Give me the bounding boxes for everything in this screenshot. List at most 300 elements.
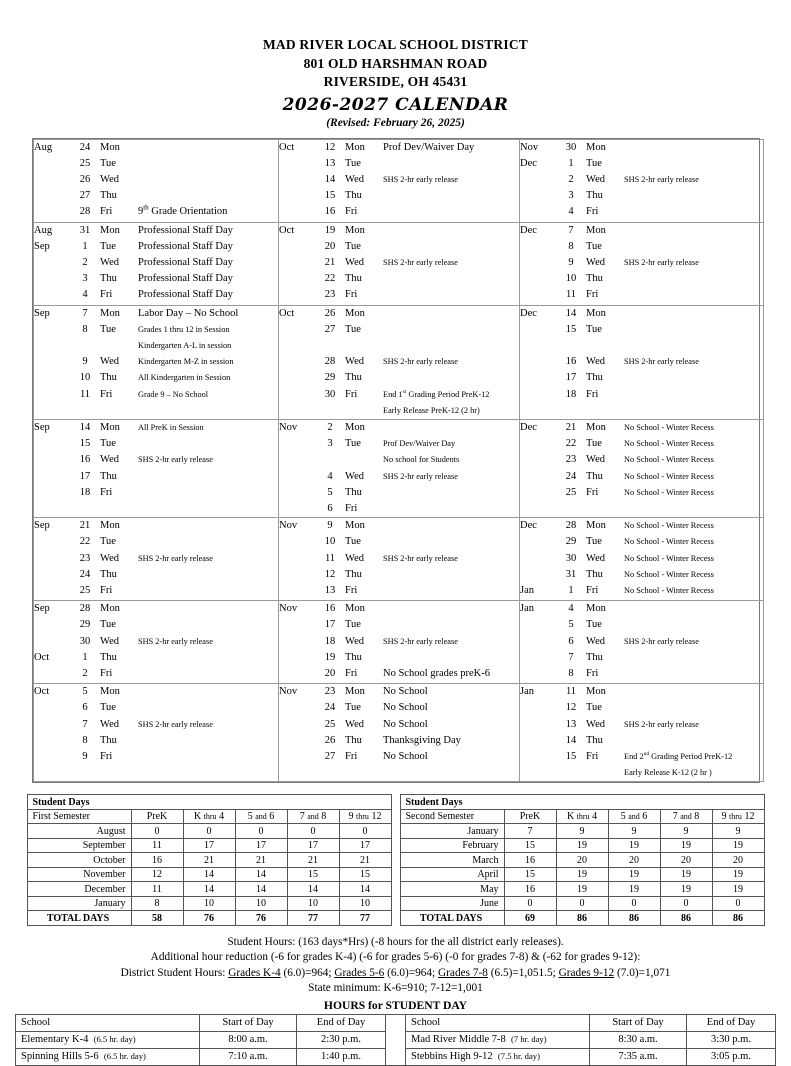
calendar-date-number: 28 [324, 356, 336, 368]
calendar-weekday-label: Tue [100, 323, 116, 335]
calendar-day-row [34, 255, 278, 271]
calendar-day-row [520, 420, 763, 436]
calendar-month-label [520, 370, 556, 386]
calendar-day-row [34, 223, 278, 239]
student-days-data-row [27, 838, 391, 853]
calendar-month-label [520, 567, 556, 583]
calendar-month-label: Sep [34, 240, 50, 252]
calendar-weekday-label: Tue [586, 619, 602, 631]
student-days-title: Student Days [400, 795, 764, 810]
calendar-month-label [34, 634, 70, 650]
calendar-day-note: No School [383, 686, 428, 698]
calendar-month-label: Jan [520, 584, 534, 596]
calendar-week-cell [279, 139, 520, 222]
calendar-month-label [34, 172, 70, 188]
calendar-month-label [34, 271, 70, 287]
calendar-day-row [34, 551, 278, 567]
calendar-day-note: No School - Winter Recess [624, 521, 714, 531]
calendar-date-number: 5 [82, 686, 88, 698]
calendar-weekday-label: Tue [586, 323, 602, 335]
student-days-month-label: November [27, 867, 131, 882]
calendar-weekday-label: Tue [345, 157, 361, 169]
calendar-day-note [624, 370, 763, 386]
student-days-column-header: 7 and 8 [660, 809, 712, 824]
calendar-date-number: 6 [82, 702, 88, 714]
calendar-month-label [520, 551, 556, 567]
calendar-day-row [279, 666, 519, 682]
student-days-total-value: 86 [712, 911, 764, 926]
calendar-day-row [34, 354, 278, 370]
calendar-date-number: 26 [324, 734, 336, 746]
calendar-date-number: 18 [324, 635, 336, 647]
calendar-day-note [138, 666, 278, 682]
hours-table-start-of-day: 7:35 a.m. [590, 1048, 687, 1065]
calendar-month-label [520, 255, 556, 271]
calendar-weekday-label: Wed [586, 173, 605, 185]
calendar-week-block [34, 223, 278, 304]
calendar-day-row [520, 666, 763, 682]
calendar-day-note [624, 338, 763, 354]
calendar-month-label [520, 271, 556, 287]
calendar-day-row [520, 172, 763, 188]
calendar-day-row [34, 287, 278, 303]
calendar-day-note: Professional Staff Day [138, 256, 233, 268]
calendar-month-label [520, 650, 556, 666]
calendar-weekday-label: Tue [345, 619, 361, 631]
calendar-weekday-label: Thu [586, 470, 603, 482]
student-days-value: 14 [235, 882, 287, 897]
calendar-day-note-continuation-row [279, 403, 519, 419]
calendar-month-label [34, 485, 70, 501]
calendar-month-label: Oct [279, 307, 295, 319]
calendar-weekday-label: Thu [345, 486, 362, 498]
student-days-value: 19 [712, 838, 764, 853]
calendar-date-number: 14 [79, 421, 91, 433]
district-name: MAD RIVER LOCAL SCHOOL DISTRICT [262, 37, 528, 52]
calendar-date-number: 7 [82, 307, 88, 319]
calendar-day-row [279, 306, 519, 322]
calendar-day-row [279, 271, 519, 287]
calendar-weekday-label: Mon [586, 307, 606, 319]
calendar-date-number: 30 [565, 141, 577, 153]
student-days-column-header: PreK [504, 809, 556, 824]
student-days-column-header: 7 and 8 [287, 809, 339, 824]
calendar-date-number: 24 [324, 702, 336, 714]
calendar-date-number: 31 [79, 224, 91, 236]
calendar-weekday-label: Wed [586, 552, 605, 564]
calendar-date-number: 13 [565, 718, 577, 730]
calendar-day-note: Professional Staff Day [138, 289, 233, 301]
calendar-day-row [279, 684, 519, 700]
calendar-day-row [279, 436, 519, 452]
document-header [0, 0, 791, 129]
calendar-month-label: Dec [520, 421, 537, 433]
calendar-day-row [520, 436, 763, 452]
calendar-weekday-label: Mon [100, 307, 120, 319]
calendar-month-label: Nov [279, 686, 298, 698]
calendar-day-note [383, 518, 519, 534]
calendar-day-note [383, 420, 519, 436]
calendar-weekday-label: Wed [586, 635, 605, 647]
calendar-day-note: SHS 2-hr early release [138, 553, 213, 563]
calendar-month-label [520, 436, 556, 452]
calendar-day-row [279, 354, 519, 370]
calendar-weekday-label: Tue [586, 157, 602, 169]
calendar-weekday-label: Thu [100, 372, 117, 384]
student-days-value: 10 [339, 896, 391, 911]
student-days-value: 0 [339, 824, 391, 839]
student-days-semester-label: First Semester [27, 809, 131, 824]
calendar-date-number: 3 [327, 438, 333, 450]
calendar-day-note [624, 684, 763, 700]
calendar-weekday-label: Mon [100, 603, 120, 615]
calendar-spacer-cell [315, 452, 345, 468]
calendar-month-label [34, 255, 70, 271]
student-days-value: 16 [131, 853, 183, 868]
hours-table-header-cell: Start of Day [590, 1014, 687, 1031]
calendar-month-label [520, 188, 556, 204]
calendar-month-label [34, 322, 70, 338]
calendar-week-block [520, 601, 763, 682]
calendar-day-row [520, 601, 763, 617]
calendar-week-cell [34, 684, 279, 782]
calendar-weekday-label: Mon [345, 224, 365, 236]
calendar-day-row [520, 684, 763, 700]
student-days-value: 19 [712, 882, 764, 897]
calendar-day-note [138, 617, 278, 633]
student-days-value: 0 [660, 896, 712, 911]
calendar-weekday-label: Mon [100, 421, 120, 433]
calendar-day-note [383, 583, 519, 599]
calendar-day-note: SHS 2-hr early release [624, 357, 699, 367]
calendar-day-note: No School [383, 718, 428, 730]
calendar-day-row [34, 700, 278, 716]
student-days-total-value: 77 [287, 911, 339, 926]
calendar-date-number: 9 [82, 750, 88, 762]
calendar-month-label [34, 583, 70, 599]
calendar-day-note: End 1st Grading Period PreK-12 [383, 388, 490, 399]
calendar-date-number [315, 338, 345, 354]
calendar-date-number: 9 [82, 356, 88, 368]
calendar-day-row [520, 749, 763, 765]
calendar-revised-date: (Revised: February 26, 2025) [326, 116, 465, 129]
calendar-date-number: 11 [79, 388, 91, 400]
calendar-month-label: Dec [520, 224, 537, 236]
calendar-month-label [34, 551, 70, 567]
student-days-value: 0 [287, 824, 339, 839]
calendar-weekday-label: Mon [100, 686, 120, 698]
calendar-weekday-label: Wed [100, 256, 119, 268]
calendar-day-row [34, 239, 278, 255]
student-days-total-row [400, 911, 764, 926]
calendar-day-note [383, 534, 519, 550]
student-days-value: 17 [235, 838, 287, 853]
student-days-value: 14 [287, 882, 339, 897]
calendar-month-label [279, 749, 315, 765]
calendar-day-note [383, 287, 519, 303]
calendar-day-note [624, 617, 763, 633]
calendar-day-note: SHS 2-hr early release [383, 257, 458, 267]
calendar-month-label [34, 567, 70, 583]
hours-for-student-day-section [0, 1014, 791, 1066]
calendar-day-note [624, 601, 763, 617]
calendar-date-number: 11 [565, 686, 577, 698]
calendar-weekday-label [100, 338, 138, 354]
calendar-day-note: No School [383, 702, 428, 714]
student-days-value: 9 [660, 824, 712, 839]
hours-table-header-cell: School [406, 1014, 590, 1031]
calendar-spacer-cell [586, 765, 624, 781]
calendar-spacer-cell [556, 765, 586, 781]
calendar-date-number: 4 [568, 603, 574, 615]
calendar-week-block [34, 518, 278, 599]
calendar-week-cell [279, 684, 520, 782]
calendar-month-label [279, 338, 315, 354]
calendar-weekday-label: Wed [345, 256, 364, 268]
calendar-date-number: 3 [82, 273, 88, 285]
calendar-week-cell [520, 139, 764, 222]
calendar-day-note [383, 501, 519, 517]
calendar-week-block [520, 518, 763, 599]
calendar-weekday-label: Tue [100, 702, 116, 714]
calendar-month-label [34, 749, 70, 765]
calendar-day-note: No School - Winter Recess [624, 422, 714, 432]
calendar-weekday-label: Thu [586, 273, 603, 285]
calendar-date-number: 31 [565, 568, 577, 580]
student-days-value: 9 [712, 824, 764, 839]
hours-table-end-of-day: 3:05 p.m. [687, 1048, 776, 1065]
calendar-week-cell [34, 601, 279, 684]
student-days-data-row [27, 867, 391, 882]
calendar-weekday-label: Thu [345, 273, 362, 285]
student-days-month-label: December [27, 882, 131, 897]
hours-table-header-row [16, 1014, 776, 1031]
calendar-date-number: 12 [324, 568, 336, 580]
calendar-weekday-label: Wed [345, 173, 364, 185]
calendar-day-note [624, 666, 763, 682]
calendar-date-number: 26 [79, 173, 91, 185]
hours-table-spacer [386, 1014, 406, 1065]
student-days-value: 19 [712, 867, 764, 882]
calendar-day-note [383, 617, 519, 633]
calendar-day-note [138, 567, 278, 583]
calendar-day-note [624, 700, 763, 716]
calendar-date-number: 1 [568, 584, 574, 596]
calendar-date-number: 16 [324, 206, 336, 218]
calendar-date-number: 22 [565, 438, 577, 450]
calendar-date-number: 15 [565, 750, 577, 762]
calendar-weekday-label: Mon [345, 520, 365, 532]
calendar-week-block [34, 601, 278, 682]
calendar-month-label [279, 322, 315, 338]
student-days-month-label: January [27, 896, 131, 911]
calendar-date-number: 27 [324, 323, 336, 335]
calendar-day-note [383, 485, 519, 501]
calendar-date-number: 21 [324, 256, 336, 268]
calendar-day-row [279, 567, 519, 583]
student-days-column-header: PreK [131, 809, 183, 824]
calendar-day-note [138, 700, 278, 716]
calendar-weekday-label: Tue [100, 240, 116, 252]
calendar-month-label [279, 650, 315, 666]
calendar-day-note: SHS 2-hr early release [138, 455, 213, 465]
student-days-month-label: October [27, 853, 131, 868]
calendar-day-row [520, 271, 763, 287]
calendar-day-row [34, 534, 278, 550]
hours-table-school-name: Spinning Hills 5-6 (6.5 hr. day) [16, 1048, 200, 1065]
student-days-value: 11 [131, 882, 183, 897]
calendar-weekday-label: Tue [100, 536, 116, 548]
calendar-day-note [138, 188, 278, 204]
calendar-day-note: No School grades preK-6 [383, 667, 491, 679]
calendar-date-number: 7 [568, 224, 574, 236]
student-days-value: 19 [660, 838, 712, 853]
calendar-date-number: 19 [324, 224, 336, 236]
student-hours-line-3: District Student Hours: Grades K-4 (6.0)=964; Grades 5-6 (6.0)=964; Grades 7-8 (6.5)=1,051.5; Grades 9-12 (7.0)=1,071 [120, 966, 671, 979]
calendar-weekday-label: Fri [586, 289, 599, 301]
calendar-date-number: 6 [568, 635, 574, 647]
calendar-date-number: 8 [82, 734, 88, 746]
calendar-day-row [520, 583, 763, 599]
calendar-date-number: 9 [568, 256, 574, 268]
calendar-week-block [279, 518, 519, 599]
calendar-date-number: 29 [324, 372, 336, 384]
calendar-weekday-label: Thu [586, 734, 603, 746]
calendar-day-row [34, 717, 278, 733]
calendar-weekday-label: Mon [586, 603, 606, 615]
calendar-day-row [34, 469, 278, 485]
calendar-weekday-label: Tue [345, 536, 361, 548]
calendar-date-number: 23 [565, 454, 577, 466]
calendar-weekday-label: Wed [345, 356, 364, 368]
calendar-month-label [520, 534, 556, 550]
calendar-date-number: 22 [79, 536, 91, 548]
student-days-first-semester-table [27, 794, 392, 926]
calendar-day-note [624, 650, 763, 666]
calendar-month-label: Nov [279, 603, 298, 615]
student-days-value: 19 [556, 838, 608, 853]
calendar-spacer-cell [345, 452, 383, 468]
calendar-weekday-label: Fri [345, 289, 358, 301]
hours-table-school-name: Mad River Middle 7-8 (7 hr. day) [406, 1031, 590, 1048]
calendar-weekday-label: Wed [100, 552, 119, 564]
calendar-weekday-label: Fri [100, 584, 113, 596]
calendar-weekday-label: Mon [345, 307, 365, 319]
calendar-week-block [279, 420, 519, 517]
calendar-day-row [279, 501, 519, 517]
calendar-month-label [279, 567, 315, 583]
student-days-total-value: 86 [556, 911, 608, 926]
calendar-day-note [624, 287, 763, 303]
calendar-weekday-label: Thu [345, 372, 362, 384]
calendar-day-note [383, 338, 519, 354]
calendar-week-cell [34, 222, 279, 305]
calendar-date-number: 26 [324, 307, 336, 319]
calendar-day-note: Professional Staff Day [138, 224, 233, 236]
calendar-day-note-continuation-row [279, 452, 519, 468]
calendar-date-number: 9 [327, 520, 333, 532]
calendar-month-label: Oct [279, 224, 295, 236]
student-days-value: 0 [131, 824, 183, 839]
calendar-day-row [520, 188, 763, 204]
calendar-day-note [138, 518, 278, 534]
student-days-data-row [400, 838, 764, 853]
calendar-date-number: 29 [565, 536, 577, 548]
calendar-date-number: 25 [324, 718, 336, 730]
calendar-day-row [520, 370, 763, 386]
calendar-weekday-label: Mon [586, 141, 606, 153]
calendar-month-label [520, 338, 556, 354]
calendar-date-number: 2 [82, 256, 88, 268]
hours-for-student-day-heading: HOURS for STUDENT DAY [323, 998, 468, 1012]
calendar-day-row [520, 387, 763, 403]
calendar-weekday-label: Thu [100, 190, 117, 202]
calendar-day-row [34, 485, 278, 501]
calendar-month-label: Nov [520, 141, 539, 153]
calendar-day-note [624, 733, 763, 749]
calendar-month-label: Nov [279, 421, 298, 433]
calendar-day-row [34, 420, 278, 436]
hours-table-start-of-day: 7:10 a.m. [200, 1048, 297, 1065]
calendar-date-number: 30 [565, 552, 577, 564]
calendar-weekday-label: Thu [586, 651, 603, 663]
calendar-month-label [520, 287, 556, 303]
calendar-month-label: Sep [34, 421, 50, 433]
student-days-title-row [27, 795, 391, 810]
student-days-value: 19 [556, 882, 608, 897]
calendar-date-number: 25 [79, 584, 91, 596]
calendar-weekday-label: Mon [100, 224, 120, 236]
calendar-weekday-label: Thu [100, 568, 117, 580]
calendar-day-row [520, 306, 763, 322]
calendar-month-label [34, 338, 70, 354]
calendar-date-number: 2 [327, 421, 333, 433]
calendar-week-block [279, 684, 519, 765]
calendar-weekday-label: Wed [100, 454, 119, 466]
calendar-month-label [279, 239, 315, 255]
calendar-day-row [520, 156, 763, 172]
calendar-weekday-label: Tue [586, 438, 602, 450]
student-days-total-value: 76 [183, 911, 235, 926]
student-days-header-row [27, 809, 391, 824]
calendar-weekday-label: Mon [345, 686, 365, 698]
student-days-value: 15 [287, 867, 339, 882]
calendar-month-label [34, 700, 70, 716]
calendar-day-row [34, 188, 278, 204]
calendar-date-number: 8 [82, 323, 88, 335]
calendar-week-cell [520, 601, 764, 684]
calendar-block-row [34, 684, 764, 782]
calendar-month-label [34, 469, 70, 485]
calendar-month-label [34, 666, 70, 682]
calendar-day-note: SHS 2-hr early release [383, 357, 458, 367]
student-days-value: 19 [660, 882, 712, 897]
student-days-column-header: 5 and 6 [235, 809, 287, 824]
student-days-month-label: April [400, 867, 504, 882]
calendar-day-row [520, 634, 763, 650]
student-days-value: 0 [556, 896, 608, 911]
student-days-month-label: May [400, 882, 504, 897]
calendar-weekday-label: Wed [100, 173, 119, 185]
calendar-day-note [138, 172, 278, 188]
student-days-month-label: March [400, 853, 504, 868]
student-hours-line-2: Additional hour reduction (-6 for grades K-4) (-6 for grades 5-6) (-0 for grades 7-8) & (-62 for grades 9-12): [150, 951, 641, 964]
calendar-month-label [279, 255, 315, 271]
calendar-date-number: 14 [565, 307, 577, 319]
calendar-weekday-label: Fri [100, 667, 113, 679]
calendar-month-label [279, 354, 315, 370]
calendar-block-row [34, 419, 764, 517]
